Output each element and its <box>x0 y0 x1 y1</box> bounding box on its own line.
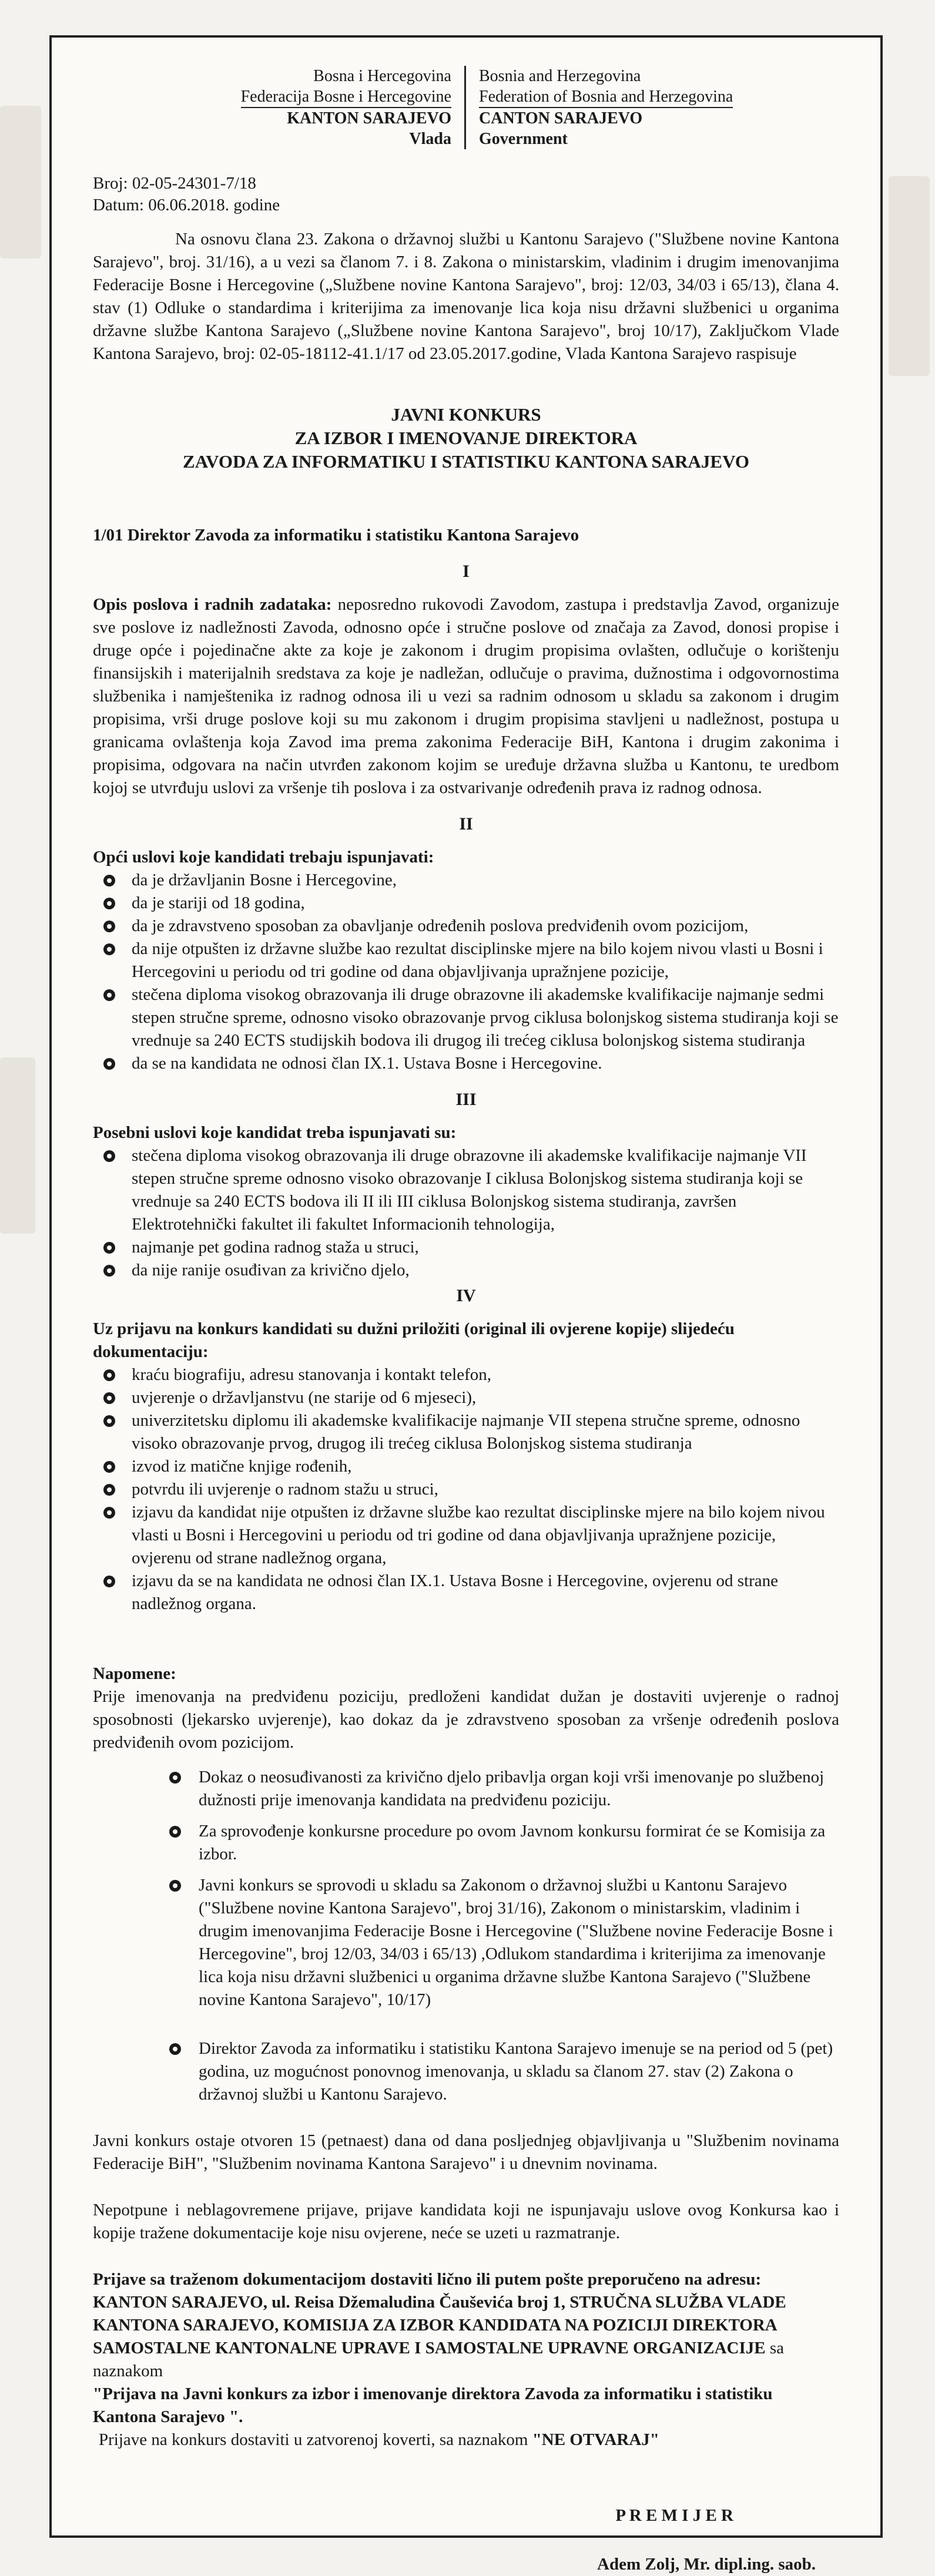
position-title: 1/01 Direktor Zavoda za informatiku i statistiku Kantona Sarajevo <box>93 526 579 545</box>
closed-envelope-note: Prijave na konkurs dostaviti u zatvorenoj koverti, sa naznakom <box>99 2430 532 2449</box>
address-lead: Prijave sa traženom dokumentacijom dostaviti lično ili putem pošte preporučeno na adresu: <box>93 2270 762 2289</box>
bullet-icon <box>103 1265 115 1277</box>
bullet-icon <box>103 1369 115 1381</box>
signature-block <box>93 2504 839 2576</box>
bullet-icon <box>169 1880 181 1892</box>
bullet-icon <box>103 943 115 955</box>
letterhead-line: Bosnia and Herzegovina <box>479 67 641 85</box>
title-line: ZAVODA ZA INFORMATIKU I STATISTIKU KANTONA SARAJEVO <box>183 451 749 472</box>
bullet-icon <box>103 1576 115 1587</box>
intro-paragraph: Na osnovu člana 23. Zakona o državnoj službi u Kantonu Sarajevo ("Službene novine Kantona Sarajevo", broj. 31/16), a u vezi sa članom 7. i 8. Zakona o ministarskim, vladinim i drugim imenovanjima Federacije Bosne i Hercegovine („Službene novine Kantona Sarajevo", broj: 12/03, 34/03 i 65/13), člana 4. stav (1) Odluke o standardima i kriterijima za imenovanje lica koja nisu državni službenici u organima državne službe Kantona Sarajevo („Službene novine Kantona Sarajevo", broj 10/17), Zaključkom Vlade Kantona Sarajevo, broj: 02-05-18112-41.1/17 od 23.05.2017.godine, Vlada Kantona Sarajevo raspisuje <box>93 230 839 363</box>
list-item: da nije otpušten iz državne službe kao rezultat disciplinske mjere na bilo kojem nivou vlasti u Bosni i Hercegovini u periodu od tri godine od dana objavljivanja upražnjene pozicije, <box>132 938 839 983</box>
list-item: izvod iz matične knjige rođenih, <box>132 1455 839 1478</box>
documents-heading: Uz prijavu na konkurs kandidati su dužni priložiti (original ili ovjerene kopije) slijedeću dokumentaciju: <box>93 1319 735 1361</box>
letterhead-line: KANTON SARAJEVO <box>287 109 451 127</box>
list-item: da je stariji od 18 godina, <box>132 892 839 915</box>
address-body-tail: sa <box>765 2339 785 2357</box>
notes-heading: Napomene: <box>93 1664 176 1683</box>
general-conditions-heading: Opći uslovi koje kandidati trebaju ispunjavati: <box>93 848 434 866</box>
job-description-text: neposredno rukovodi Zavodom, zastupa i predstavlja Zavod, organizuje sve poslove iz nadležnosti Zavoda, odnosno opće i stručne poslove od značaja za Zavod, donosi propise i druge opće i pojedinačne akte za koje je zakonom i drugim propisima ovlašten, odlučuje o korištenju finansijskih i materijalnih sredstava za koje je nadležan, odlučuje o pravima, dužnostima i odgovornostima službenika i namještenika iz radnog odnosa ili u vezi sa radnim odnosom u skladu sa zakonom i drugim propisima, vrši druge poslove koji su mu zakonom i drugim propisima stavljeni u nadležnost, postupa u granicama ovlaštenja koja Zavod ima prema zakonima Federacije BiH, Kantona i drugim zakonima i propisima, odgovara na način utvrđen zakonom kojim se uređuje državna služba u Kantonu, te uredbom kojoj se utvrđuju uslovi za vršenje tih poslova i za ostvarivanje određenih prava iz radnog odnosa. <box>93 595 839 797</box>
list-item: univerzitetsku diplomu ili akademske kvalifikacije najmanje VII stepena stručne spreme, odnosno visoko obrazovanje prvog, drugog ili trećeg ciklusa Bolonjskog sistema studiranja <box>132 1409 839 1455</box>
letterhead <box>125 66 807 149</box>
documents-list <box>93 1363 839 1616</box>
bullet-icon <box>169 1826 181 1838</box>
list-item: da je državljanin Bosne i Hercegovine, <box>132 869 839 892</box>
bullet-icon <box>103 1415 115 1427</box>
list-item: da je zdravstveno sposoban za obavljanje određenih poslova predviđenih ovom pozicijom, <box>132 915 839 938</box>
letterhead-line: Federation of Bosnia and Herzegovina <box>479 86 733 108</box>
special-conditions-list <box>93 1144 839 1282</box>
background-bleed <box>0 106 41 258</box>
title-line: ZA IZBOR I IMENOVANJE DIREKTORA <box>294 428 638 448</box>
list-item: uvjerenje o državljanstvu (ne starije od 6 mjeseci), <box>132 1386 839 1409</box>
list-item: izjavu da se na kandidata ne odnosi član IX.1. Ustava Bosne i Hercegovine, ovjerenu od strane nadležnog organa. <box>132 1570 839 1616</box>
document-title <box>93 403 839 473</box>
special-conditions-heading: Posebni uslovi koje kandidat treba ispunjavati su: <box>93 1123 457 1142</box>
section-numeral: II <box>459 814 473 834</box>
letterhead-line: Federacija Bosne i Hercegovine <box>241 86 451 108</box>
background-bleed <box>889 176 930 376</box>
letterhead-line: Vlada <box>409 130 451 148</box>
list-item: potvrdu ili uvjerenje o radnom stažu u struci, <box>132 1478 839 1501</box>
bullet-icon <box>103 1058 115 1070</box>
general-conditions-list <box>93 869 839 1075</box>
title-line: JAVNI KONKURS <box>391 404 541 425</box>
signature-role: P R E M I J E R <box>615 2506 733 2525</box>
list-item: Za sprovođenje konkursne procedure po ovom Javnom konkursu formirat će se Komisija za izbor. <box>199 1820 839 1866</box>
document-date: Datum: 06.06.2018. godine <box>93 196 280 214</box>
bullet-icon <box>103 1461 115 1473</box>
notes-paragraph: Prije imenovanja na predviđenu poziciju, predloženi kandidat dužan je dostaviti uvjerenje o radnoj sposobnosti (ljekarsko uvjerenje), kao dokaz da je zdravstveno sposoban za vršenje određenih poslova predviđenih ovom pozicijom. <box>93 1687 839 1752</box>
section-numeral: IV <box>456 1286 476 1305</box>
bullet-icon <box>103 1507 115 1519</box>
bullet-icon <box>103 1392 115 1404</box>
address-body: KANTON SARAJEVO, ul. Reisa Džemaludina Čauševića broj 1, STRUČNA SLUŽBA VLADE KANTONA SARAJEVO, KOMISIJA ZA IZBOR KANDIDATA NA POZICIJI DIREKTORA SAMOSTALNE KANTONALNE UPRAVE I SAMOSTALNE UPRAVNE ORGANIZACIJE <box>93 2293 786 2357</box>
document-number: Broj: 02-05-24301-7/18 <box>93 174 256 193</box>
notes-section <box>93 1663 839 2106</box>
list-item: najmanje pet godina radnog staža u struci, <box>132 1236 839 1259</box>
bullet-icon <box>103 1484 115 1496</box>
letterhead-english <box>466 66 807 149</box>
letterhead-line: Government <box>479 130 568 148</box>
bullet-icon <box>103 898 115 909</box>
list-item: stečena diploma visokog obrazovanja ili druge obrazovne ili akademske kvalifikacije najmanje VII stepen stručne spreme odnosno visoko obrazovanje I ciklusa Bolonjskog sistema studiranja koji se vrednuje sa 240 ECTS bodova ili II ili III ciklusa Bolonjskog sistema studiranja, završen Elektrotehnički fakultet ili fakultet Informacionih tehnologija, <box>132 1144 839 1236</box>
notes-list <box>93 1766 839 2106</box>
letterhead-local <box>125 66 466 149</box>
announcement-page <box>49 35 883 2574</box>
list-item: Direktor Zavoda za informatiku i statistiku Kantona Sarajevo imenuje se na period od 5 (pet) godina, uz mogućnost ponovnog imenovanja, u skladu sa članom 27. stav (2) Zakona o državnoj službi u Kantonu Sarajevo. <box>199 2037 839 2106</box>
background-bleed <box>0 1057 35 1234</box>
job-description <box>93 593 839 800</box>
signature-name: Adem Zolj, Mr. dipl.ing. saob. <box>597 2555 816 2574</box>
job-description-label: Opis poslova i radnih zadataka: <box>93 595 332 614</box>
incomplete-applications-paragraph: Nepotpune i neblagovremene prijave, prijave kandidata koji ne ispunjavaju uslove ovog Konkursa kao i kopije tražene dokumentacije koje nisu ovjerene, neće se uzeti u razmatranje. <box>93 2201 839 2242</box>
list-item: da nije ranije osuđivan za krivično djelo, <box>132 1259 839 1282</box>
list-item: stečena diploma visokog obrazovanja ili druge obrazovne ili akademske kvalifikacije najmanje sedmi stepen stručne spreme, odnosno visoko obrazovanje prvog ciklusa bolonjskog sistema studiranja koji se vrednuje sa 240 ECTS studijskih bodova ili drugog ili trećeg ciklusa bolonjskog sistema studiranja <box>132 983 839 1052</box>
bullet-icon <box>103 989 115 1001</box>
open-period-paragraph: Javni konkurs ostaje otvoren 15 (petnaest) dana od dana posljednjeg objavljivanja u "Službenim novinama Federacije BiH", "Službenim novinama Kantona Sarajevo" i u dnevnim novinama. <box>93 2131 839 2173</box>
list-item: Javni konkurs se sprovodi u skladu sa Zakonom o državnoj službi u Kantonu Sarajevo ("Službene novine Kantona Sarajevo", broj 31/16), Zakonom o ministarskim, vladinim i drugim imenovanjima Federacije Bosne i Hercegovine ("Službene novine Federacije Bosne i Hercegovine", broj 12/03, 34/03 i 65/13) ,Odlukom standardima i kriterijima za imenovanje lica koja nisu državni službenici u organima državne službe Kantona Sarajevo ("Službene novine Kantona Sarajevo", 10/17) <box>199 1874 839 2011</box>
address-block <box>93 2268 839 2451</box>
section-numeral: III <box>455 1090 477 1109</box>
bullet-icon <box>103 1150 115 1162</box>
document-meta <box>93 173 839 216</box>
bullet-icon <box>103 1242 115 1254</box>
bullet-icon <box>169 1772 181 1784</box>
letterhead-line: Bosna i Hercegovina <box>313 67 451 85</box>
list-item: kraću biografiju, adresu stanovanja i kontakt telefon, <box>132 1363 839 1386</box>
address-naznakom: naznakom <box>93 2362 163 2380</box>
letterhead-line: CANTON SARAJEVO <box>479 109 643 127</box>
list-item: izjavu da kandidat nije otpušten iz državne službe kao rezultat disciplinske mjere na bilo kojem nivou vlasti u Bosni i Hercegovini u periodu od tri godine od dana objavljivanja upražnjene pozicije, ovjerenu od strane nadležnog organa, <box>132 1501 839 1570</box>
section-numeral: I <box>463 562 470 581</box>
list-item: Dokaz o neosuđivanosti za krivično djelo pribavlja organ koji vrši imenovanje po službenoj dužnosti prije imenovanja kandidata na predviđenu poziciju. <box>199 1766 839 1812</box>
envelope-subject: "Prijava na Javni konkurs za izbor i imenovanje direktora Zavoda za informatiku i statistiku Kantona Sarajevo ". <box>93 2384 773 2426</box>
bullet-icon <box>103 921 115 932</box>
bullet-icon <box>103 875 115 886</box>
list-item: da se na kandidata ne odnosi član IX.1. Ustava Bosne i Hercegovine. <box>132 1052 839 1075</box>
do-not-open-mark: "NE OTVARAJ" <box>532 2430 659 2449</box>
bullet-icon <box>169 2043 181 2055</box>
